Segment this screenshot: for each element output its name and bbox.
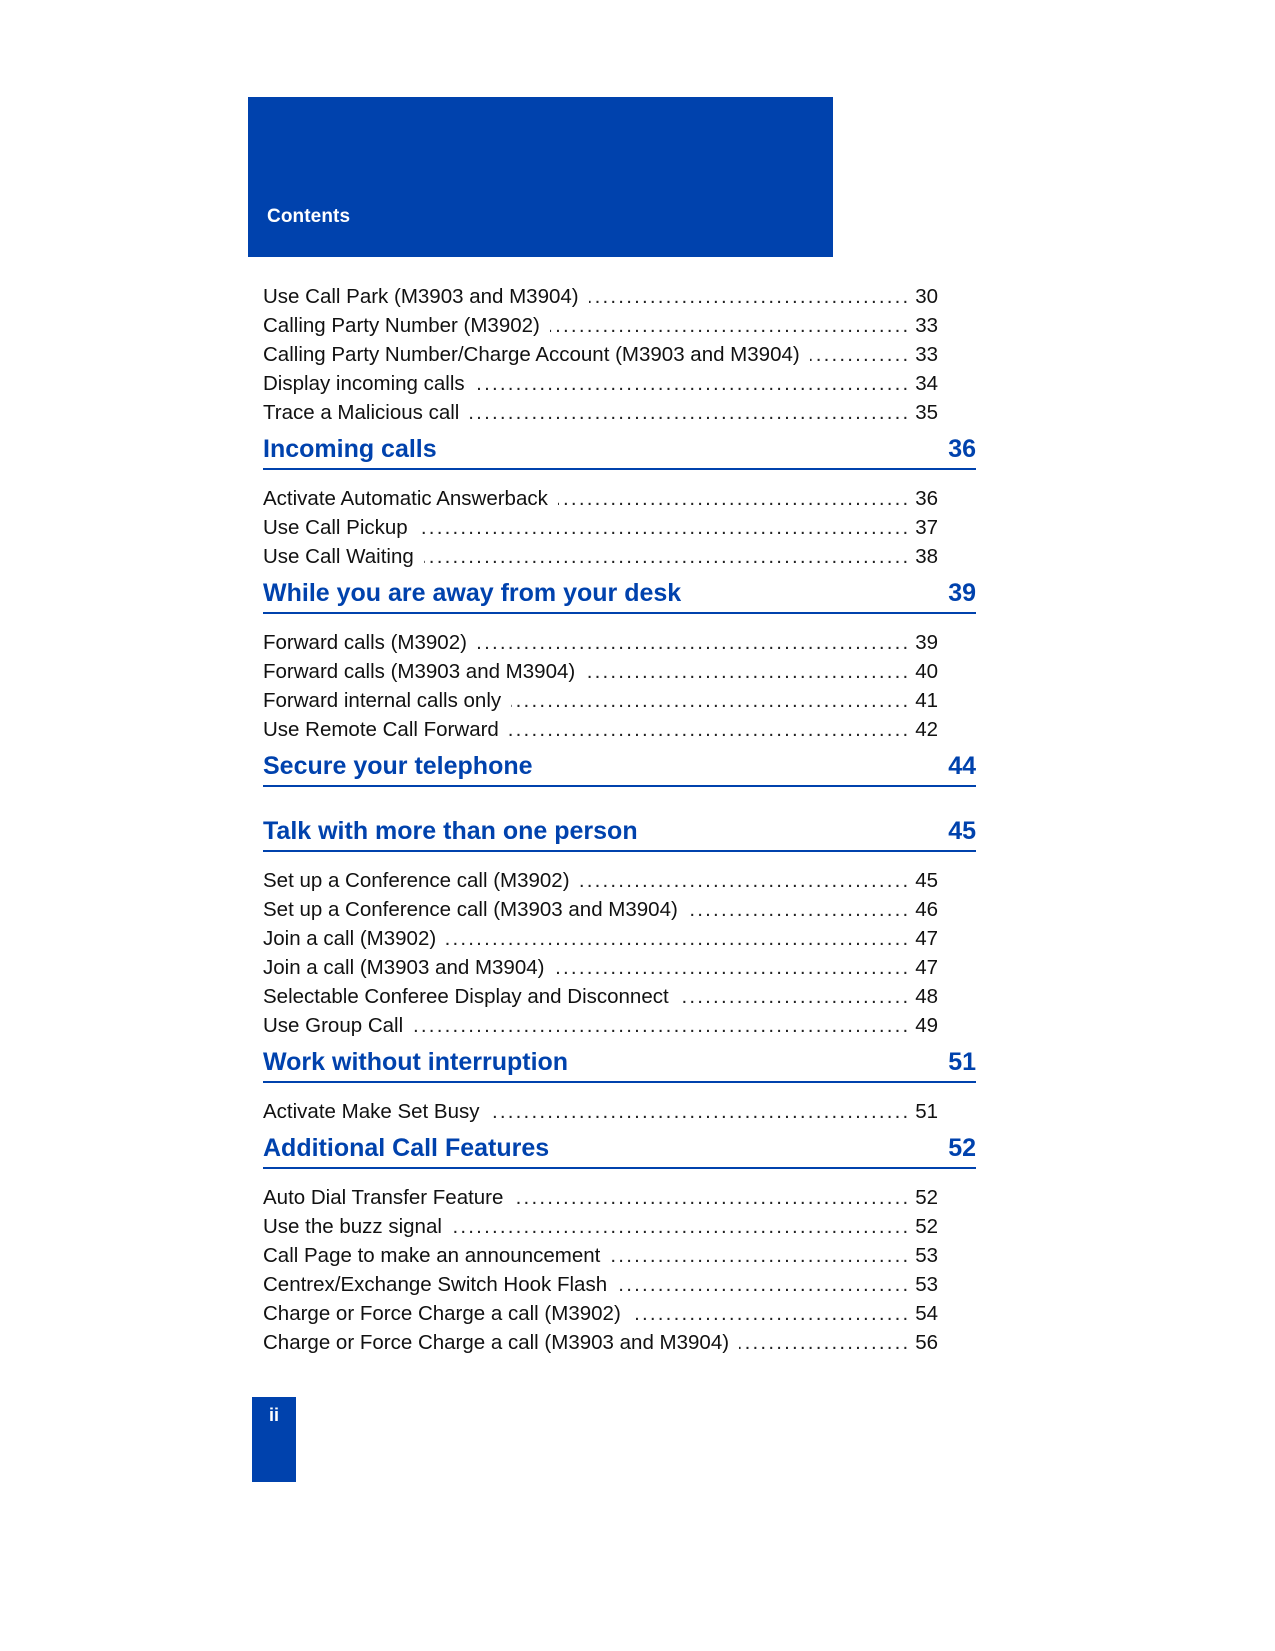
toc-entry[interactable] (263, 398, 938, 427)
toc-entry-page: 30 (910, 282, 938, 311)
toc-entry-page: 36 (910, 484, 938, 513)
toc-section-heading[interactable] (263, 1129, 976, 1169)
section-page: 36 (948, 435, 976, 463)
toc-entry-page: 52 (910, 1183, 938, 1212)
toc-entry-page: 46 (910, 895, 938, 924)
toc-entry-title: Activate Make Set Busy (263, 1097, 489, 1126)
toc-entry-title: Activate Automatic Answerback (263, 484, 558, 513)
toc-section-heading[interactable] (263, 430, 976, 470)
spacer (263, 787, 976, 809)
toc-entry-title: Calling Party Number (M3902) (263, 311, 550, 340)
toc-entry[interactable] (263, 924, 938, 953)
toc-entry-title: Charge or Force Charge a call (M3902) (263, 1299, 631, 1328)
section-page: 52 (948, 1134, 976, 1162)
toc-entry[interactable] (263, 628, 938, 657)
toc-entry-page: 52 (910, 1212, 938, 1241)
section-page: 39 (948, 579, 976, 607)
toc-section-heading[interactable] (263, 574, 976, 614)
toc-entry-title: Use Remote Call Forward (263, 715, 509, 744)
section-page: 44 (948, 752, 976, 780)
toc-entry[interactable] (263, 311, 938, 340)
section-title: Work without interruption (263, 1048, 569, 1076)
toc-entry-title: Join a call (M3902) (263, 924, 446, 953)
toc-entry[interactable] (263, 1097, 938, 1126)
toc-entry[interactable] (263, 895, 938, 924)
toc-entry[interactable] (263, 1241, 938, 1270)
toc-entry[interactable] (263, 369, 938, 398)
toc-entry[interactable] (263, 1299, 938, 1328)
toc-entry-page: 37 (910, 513, 938, 542)
toc-entry-page: 56 (910, 1328, 938, 1357)
page-number-tab (252, 1397, 296, 1482)
toc-entry-title: Use Call Waiting (263, 542, 424, 571)
toc-entry[interactable] (263, 715, 938, 744)
toc-section-heading[interactable] (263, 747, 976, 787)
toc-entry-title: Forward internal calls only (263, 686, 511, 715)
toc-entry-title: Use Call Park (M3903 and M3904) (263, 282, 589, 311)
toc-entry-page: 54 (910, 1299, 938, 1328)
toc-entry-title: Set up a Conference call (M3902) (263, 866, 580, 895)
toc-entry-title: Auto Dial Transfer Feature (263, 1183, 513, 1212)
toc-entry[interactable] (263, 513, 938, 542)
toc-entry[interactable] (263, 657, 938, 686)
header-band (248, 97, 833, 257)
toc-entry[interactable] (263, 686, 938, 715)
section-title: Additional Call Features (263, 1134, 550, 1162)
section-title: Incoming calls (263, 435, 437, 463)
toc-entry[interactable] (263, 1270, 938, 1299)
section-page: 51 (948, 1048, 976, 1076)
toc-entry[interactable] (263, 282, 938, 311)
toc-entry-page: 34 (910, 369, 938, 398)
toc-entry-title: Set up a Conference call (M3903 and M3904) (263, 895, 688, 924)
toc-entry-page: 38 (910, 542, 938, 571)
spacer (263, 614, 976, 628)
spacer (263, 1169, 976, 1183)
toc-entry[interactable] (263, 866, 938, 895)
toc-entry[interactable] (263, 542, 938, 571)
toc-entry-page: 35 (910, 398, 938, 427)
page-title: Contents (267, 206, 351, 227)
section-page: 45 (948, 817, 976, 845)
toc-entry-page: 53 (910, 1241, 938, 1270)
toc-entry-title: Centrex/Exchange Switch Hook Flash (263, 1270, 617, 1299)
toc-entry[interactable] (263, 484, 938, 513)
section-title: Secure your telephone (263, 752, 533, 780)
section-title: While you are away from your desk (263, 579, 682, 607)
toc-entry-title: Use the buzz signal (263, 1212, 452, 1241)
toc-entry-title: Calling Party Number/Charge Account (M3903 and M3904) (263, 340, 810, 369)
toc-entry-page: 42 (910, 715, 938, 744)
toc-entry-title: Use Call Pickup (263, 513, 418, 542)
spacer (263, 1083, 976, 1097)
toc-entry-title: Selectable Conferee Display and Disconnect (263, 982, 679, 1011)
toc-entry-page: 41 (910, 686, 938, 715)
toc-section-heading[interactable] (263, 1043, 976, 1083)
spacer (263, 852, 976, 866)
table-of-contents (263, 282, 976, 1357)
toc-entry-page: 45 (910, 866, 938, 895)
toc-entry-title: Display incoming calls (263, 369, 475, 398)
toc-entry-page: 48 (910, 982, 938, 1011)
toc-entry-page: 39 (910, 628, 938, 657)
toc-entry-page: 47 (910, 924, 938, 953)
toc-entry-title: Join a call (M3903 and M3904) (263, 953, 554, 982)
toc-entry-page: 53 (910, 1270, 938, 1299)
toc-entry[interactable] (263, 1011, 938, 1040)
toc-entry-title: Charge or Force Charge a call (M3903 and M3904) (263, 1328, 739, 1357)
toc-section-heading[interactable] (263, 812, 976, 852)
section-title: Talk with more than one person (263, 817, 638, 845)
toc-entry-page: 40 (910, 657, 938, 686)
toc-entry-page: 33 (910, 340, 938, 369)
toc-entry[interactable] (263, 1183, 938, 1212)
toc-entry[interactable] (263, 1328, 938, 1357)
toc-entry-title: Trace a Malicious call (263, 398, 469, 427)
toc-entry[interactable] (263, 982, 938, 1011)
toc-entry[interactable] (263, 1212, 938, 1241)
toc-entry-title: Forward calls (M3902) (263, 628, 477, 657)
toc-entry[interactable] (263, 953, 938, 982)
toc-entry-page: 33 (910, 311, 938, 340)
toc-entry[interactable] (263, 340, 938, 369)
toc-entry-title: Forward calls (M3903 and M3904) (263, 657, 585, 686)
spacer (263, 470, 976, 484)
toc-entry-page: 49 (910, 1011, 938, 1040)
toc-entry-page: 51 (910, 1097, 938, 1126)
toc-entry-title: Call Page to make an announcement (263, 1241, 610, 1270)
toc-entry-page: 47 (910, 953, 938, 982)
toc-entry-title: Use Group Call (263, 1011, 413, 1040)
page-number: ii (269, 1405, 280, 1425)
